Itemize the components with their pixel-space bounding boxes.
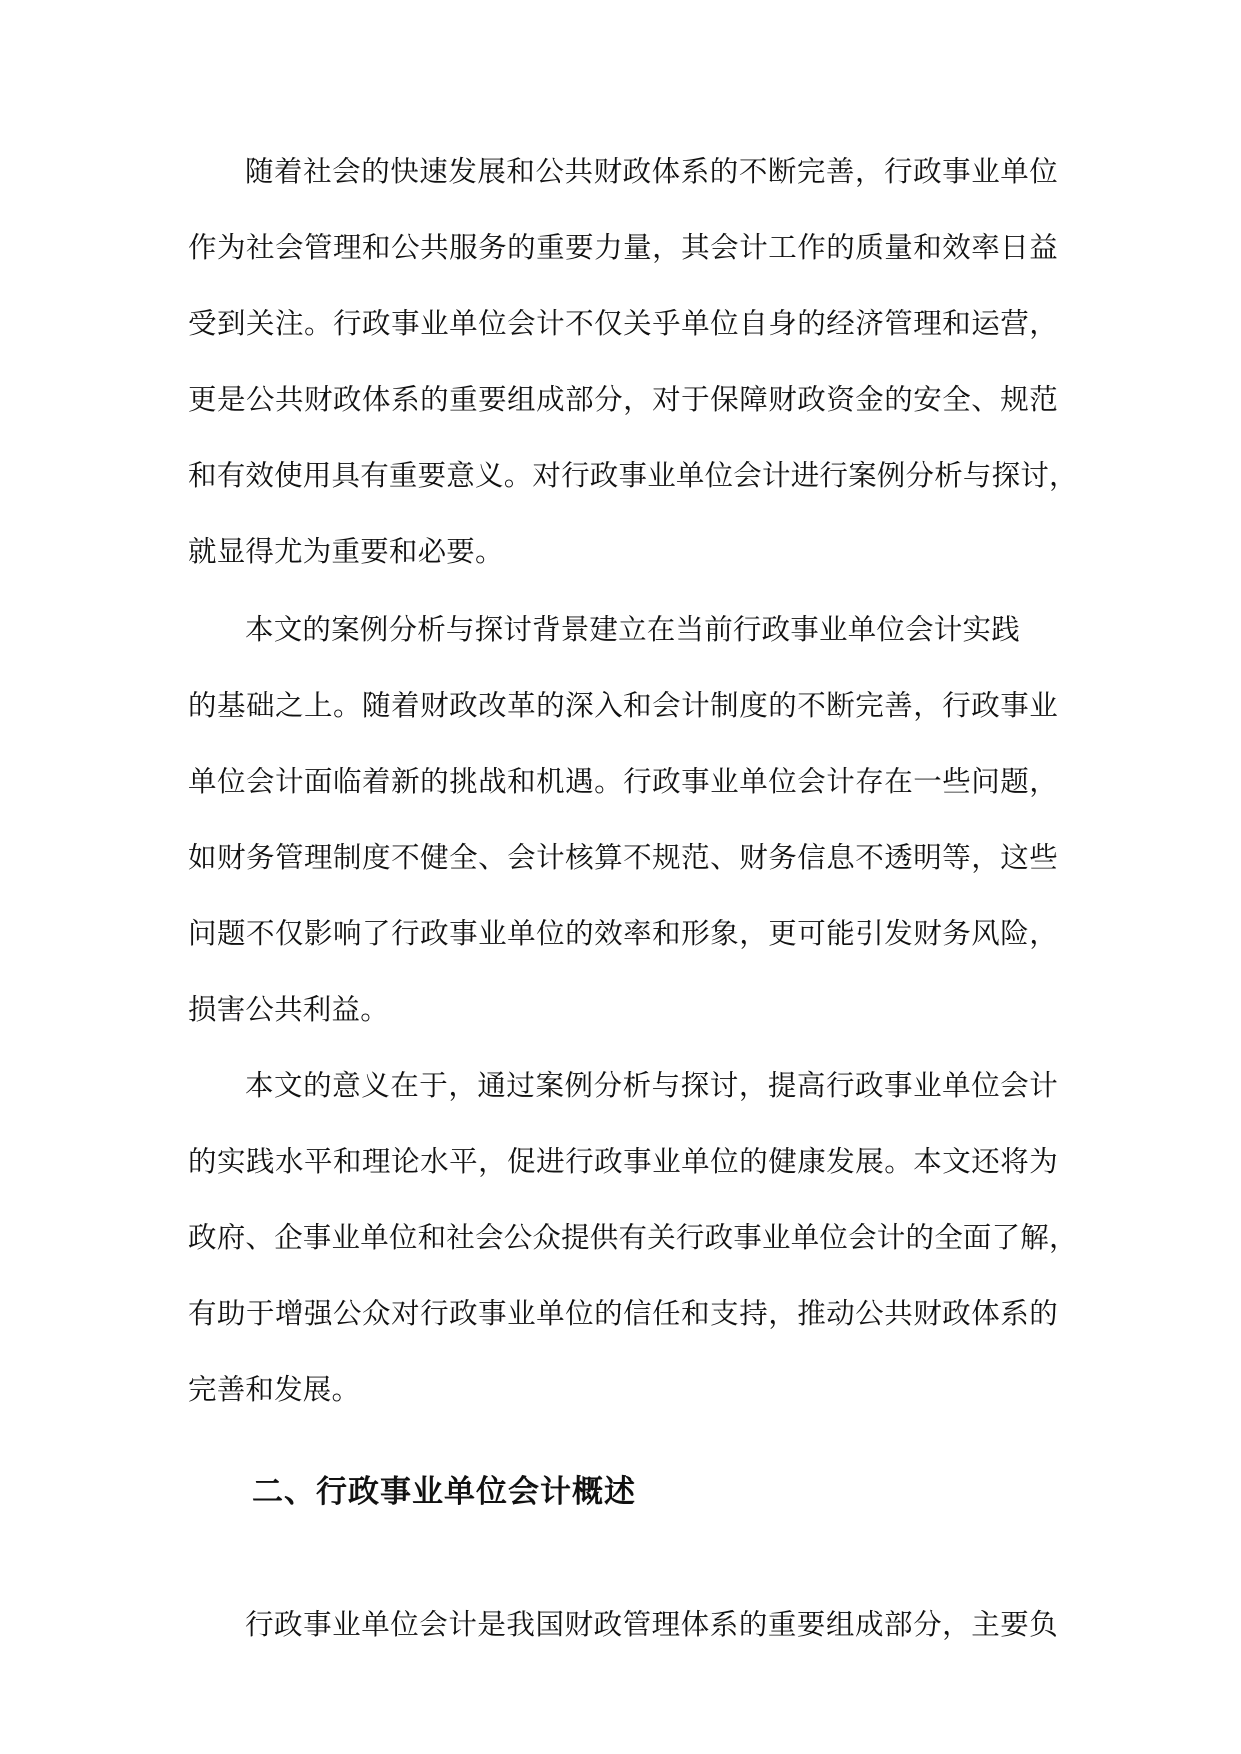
paragraph-line: 的基础之上。随着财政改革的深入和会计制度的不断完善，行政事业 <box>188 689 1058 722</box>
paragraph-line: 问题不仅影响了行政事业单位的效率和形象，更可能引发财务风险， <box>188 917 1058 950</box>
paragraph-line: 随着社会的快速发展和公共财政体系的不断完善，行政事业单位 <box>245 155 1058 188</box>
paragraph-4 <box>188 1587 1058 1663</box>
paragraph-line: 行政事业单位会计是我国财政管理体系的重要组成部分，主要负 <box>245 1608 1058 1641</box>
paragraph-3 <box>188 1048 1078 1428</box>
paragraph-2 <box>188 592 1058 1048</box>
paragraph-line: 就显得尤为重要和必要。 <box>188 535 504 568</box>
paragraph-line: 和有效使用具有重要意义。对行政事业单位会计进行案例分析与探讨， <box>188 459 1078 492</box>
paragraph-line: 本文的意义在于，通过案例分析与探讨，提高行政事业单位会计 <box>245 1069 1058 1102</box>
paragraph-line: 更是公共财政体系的重要组成部分，对于保障财政资金的安全、规范 <box>188 383 1058 416</box>
paragraph-line: 完善和发展。 <box>188 1373 361 1406</box>
paragraph-line: 作为社会管理和公共服务的重要力量，其会计工作的质量和效率日益 <box>188 231 1058 264</box>
paragraph-1 <box>188 134 1078 590</box>
paragraph-line: 单位会计面临着新的挑战和机遇。行政事业单位会计存在一些问题， <box>188 765 1058 798</box>
paragraph-line: 的实践水平和理论水平，促进行政事业单位的健康发展。本文还将为 <box>188 1145 1058 1178</box>
paragraph-line: 如财务管理制度不健全、会计核算不规范、财务信息不透明等，这些 <box>188 841 1058 874</box>
paragraph-line: 本文的案例分析与探讨背景建立在当前行政事业单位会计实践 <box>245 613 1020 646</box>
paragraph-line: 有助于增强公众对行政事业单位的信任和支持，推动公共财政体系的 <box>188 1297 1058 1330</box>
paragraph-line: 受到关注。行政事业单位会计不仅关乎单位自身的经济管理和运营， <box>188 307 1058 340</box>
paragraph-line: 损害公共利益。 <box>188 993 389 1026</box>
section-heading: 二、行政事业单位会计概述 <box>252 1474 636 1510</box>
paragraph-line: 政府、企事业单位和社会公众提供有关行政事业单位会计的全面了解， <box>188 1221 1078 1254</box>
